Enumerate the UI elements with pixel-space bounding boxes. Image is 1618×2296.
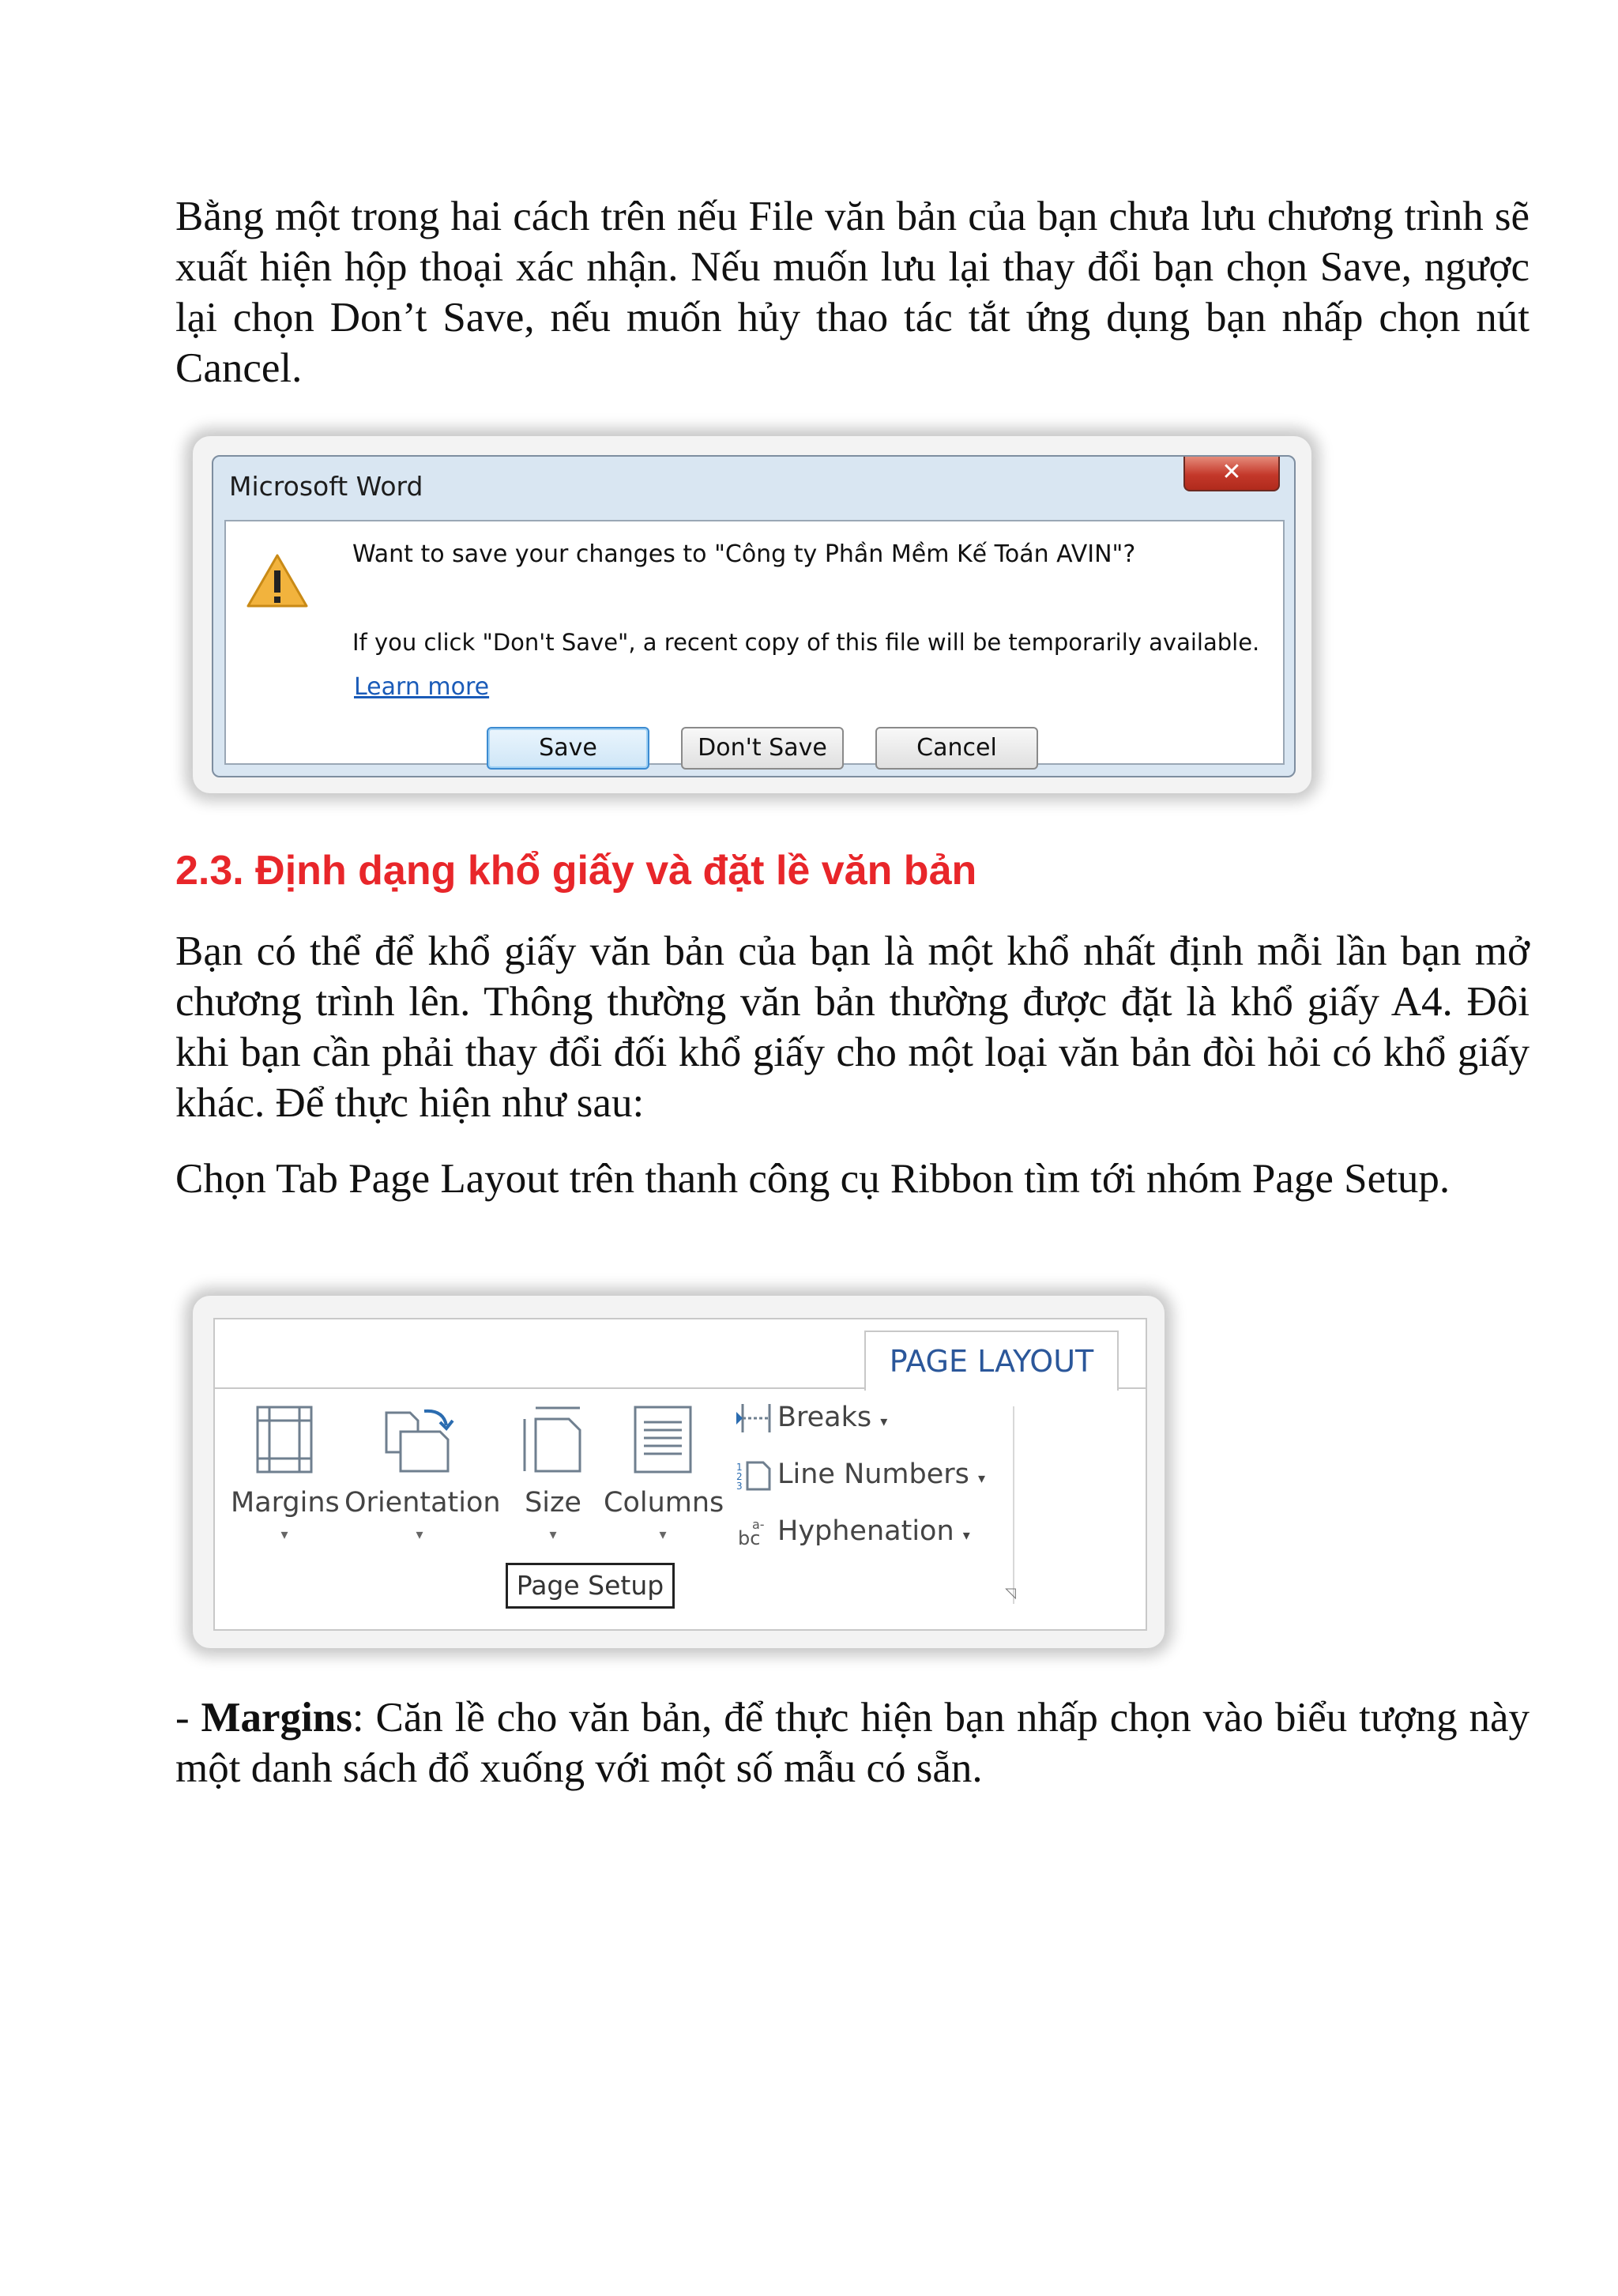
breaks-icon bbox=[736, 1402, 773, 1434]
dialog-note: If you click "Don't Save", a recent copy of this file will be temporarily available. bbox=[352, 629, 1260, 656]
line-numbers-button[interactable] bbox=[736, 1459, 985, 1491]
svg-text:a-: a- bbox=[752, 1517, 765, 1532]
columns-label: Columns bbox=[604, 1487, 724, 1519]
dialog-question: Want to save your changes to "Công ty Phần Mềm Kế Toán AVIN"? bbox=[352, 540, 1136, 568]
hyphenation-button[interactable] bbox=[736, 1515, 970, 1548]
page-layout-paragraph: Chọn Tab Page Layout trên thanh công cụ Ribbon tìm tới nhóm Page Setup. bbox=[175, 1156, 1451, 1202]
learn-more-link[interactable]: Learn more bbox=[354, 673, 490, 701]
dialog-launcher-icon[interactable]: ◹ bbox=[1005, 1585, 1016, 1602]
size-caret-icon: ▾ bbox=[549, 1526, 557, 1543]
close-icon: ✕ bbox=[1221, 458, 1242, 486]
line-numbers-caret-icon: ▾ bbox=[978, 1470, 986, 1487]
columns-caret-icon: ▾ bbox=[659, 1526, 667, 1543]
orientation-icon bbox=[380, 1405, 459, 1474]
intro-paragraph: Bằng một trong hai cách trên nếu File văn bản của bạn chưa lưu chương trình sẽ xuất hiện hộp thoại xác nhận. Nếu muốn lưu lại thay đổi bạn chọn Save, ngược lại chọn Don’t Save, nếu muốn hủy thao tác tắt ứng dụng bạn nhấp chọn nút Cancel. bbox=[175, 194, 1530, 391]
section-heading: 2.3. Định dạng khổ giấy và đặt lề văn bản bbox=[175, 848, 977, 894]
dialog-body bbox=[224, 520, 1285, 765]
margins-label: Margins bbox=[231, 1487, 340, 1519]
breaks-label: Breaks bbox=[777, 1402, 872, 1433]
breaks-button[interactable] bbox=[736, 1402, 887, 1434]
margins-term: Margins bbox=[201, 1695, 352, 1741]
cancel-button[interactable]: Cancel bbox=[875, 727, 1038, 770]
paper-size-paragraph: Bạn có thể để khổ giấy văn bản của bạn là một khổ nhất định mỗi lần bạn mở chương trình lên. Thông thường văn bản thường được đặt là khổ giấy A4. Đôi khi bạn cần phải thay đổi đối khổ giấy cho một loại văn bản đòi hỏi có khổ giấy khác. Để thực hiện như sau: bbox=[175, 928, 1530, 1126]
size-icon bbox=[520, 1405, 586, 1474]
margins-paragraph bbox=[175, 1692, 1530, 1794]
page-setup-group-label: Page Setup bbox=[506, 1563, 675, 1609]
list-dash: - bbox=[175, 1695, 201, 1741]
close-button[interactable] bbox=[1183, 457, 1280, 491]
breaks-caret-icon: ▾ bbox=[880, 1413, 888, 1430]
svg-text:3: 3 bbox=[736, 1481, 743, 1491]
svg-text:bc: bc bbox=[738, 1527, 761, 1548]
svg-text:1: 1 bbox=[736, 1462, 743, 1473]
tab-page-layout[interactable]: PAGE LAYOUT bbox=[864, 1331, 1119, 1391]
orientation-label: Orientation bbox=[344, 1487, 501, 1519]
dialog-title: Microsoft Word bbox=[229, 471, 423, 502]
hyphenation-label: Hyphenation bbox=[777, 1515, 954, 1547]
hyphenation-caret-icon: ▾ bbox=[962, 1527, 970, 1544]
line-numbers-label: Line Numbers bbox=[777, 1459, 969, 1490]
hyphenation-icon bbox=[736, 1516, 773, 1548]
line-numbers-icon bbox=[736, 1459, 773, 1491]
svg-text:2: 2 bbox=[736, 1471, 743, 1482]
size-label: Size bbox=[525, 1487, 581, 1519]
margins-button[interactable] bbox=[231, 1405, 338, 1543]
warning-icon bbox=[246, 553, 308, 608]
margins-icon bbox=[255, 1405, 314, 1474]
page-layout-ribbon bbox=[213, 1318, 1147, 1631]
columns-icon bbox=[633, 1405, 693, 1474]
orientation-caret-icon: ▾ bbox=[416, 1526, 423, 1543]
margins-caret-icon: ▾ bbox=[280, 1526, 288, 1543]
orientation-button[interactable] bbox=[344, 1405, 501, 1543]
columns-button[interactable] bbox=[604, 1405, 722, 1543]
margins-description: : Căn lề cho văn bản, để thực hiện bạn nhấp chọn vào biểu tượng này một danh sách đổ xuống với một số mẫu có sẵn. bbox=[175, 1695, 1530, 1791]
dont-save-button[interactable]: Don't Save bbox=[681, 727, 844, 770]
size-button[interactable] bbox=[514, 1405, 593, 1543]
save-dialog bbox=[212, 455, 1296, 777]
save-button[interactable]: Save bbox=[487, 727, 649, 770]
group-separator bbox=[1013, 1406, 1014, 1604]
